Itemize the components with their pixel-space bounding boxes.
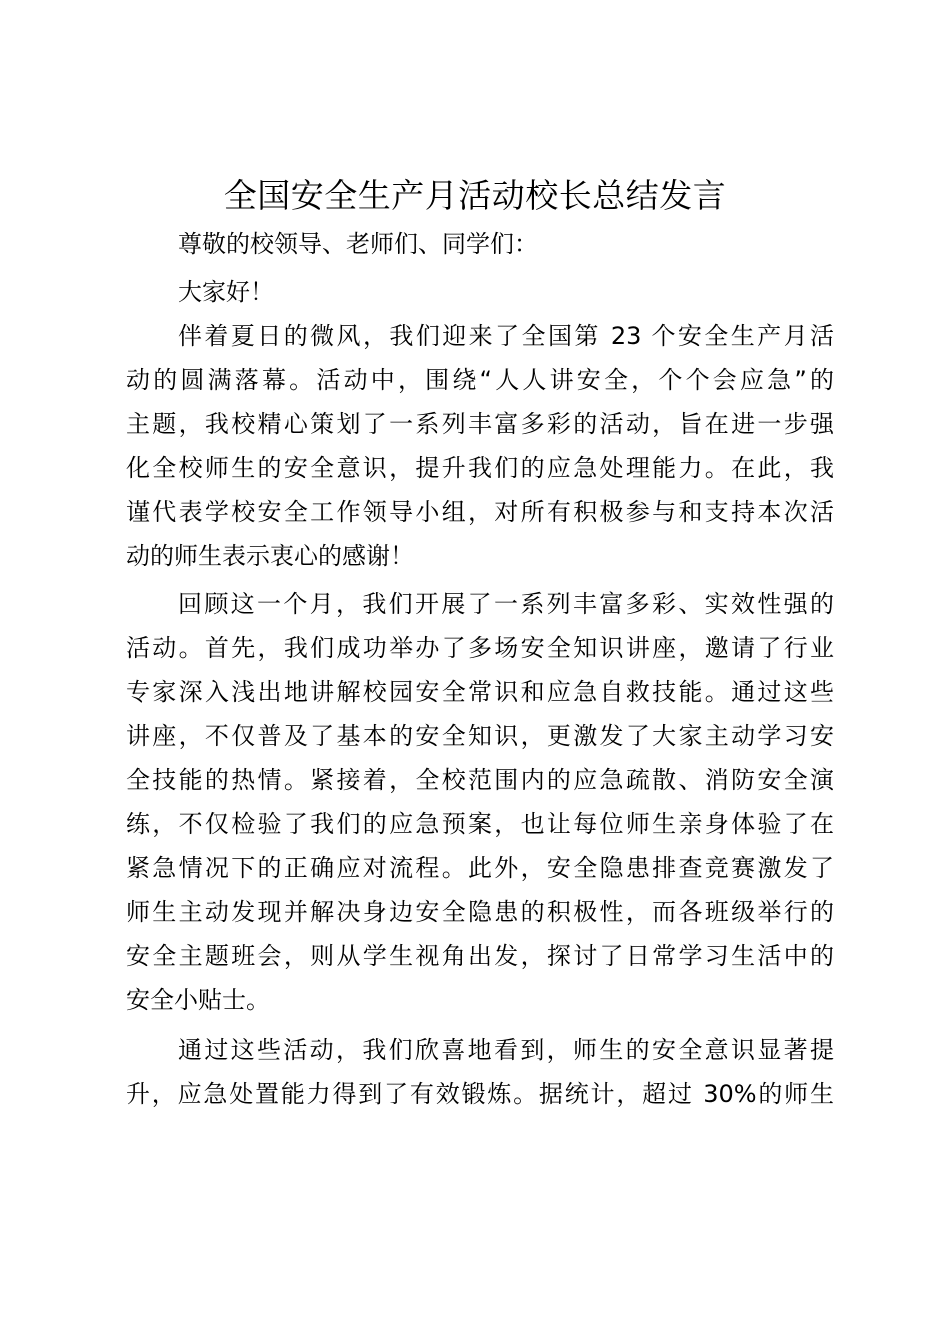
- paragraph2-line: 安全小贴士。: [126, 986, 270, 1014]
- greeting: 大家好！: [178, 278, 274, 306]
- paragraph2-line: 专家深入浅出地讲解校园安全常识和应急自救技能。通过这些: [126, 678, 834, 706]
- paragraph2-line: 练，不仅检验了我们的应急预案，也让每位师生亲身体验了在: [126, 810, 834, 838]
- salutation: 尊敬的校领导、老师们、同学们：: [178, 230, 538, 258]
- paragraph2-line: 回顾这一个月，我们开展了一系列丰富多彩、实效性强的: [178, 590, 834, 618]
- paragraph2-line: 活动。首先，我们成功举办了多场安全知识讲座，邀请了行业: [126, 634, 834, 662]
- paragraph1-line: 动的师生表示衷心的感谢！: [126, 542, 414, 570]
- paragraph2-line: 紧急情况下的正确应对流程。此外，安全隐患排查竞赛激发了: [126, 854, 834, 882]
- paragraph2-line: 师生主动发现并解决身边安全隐患的积极性，而各班级举行的: [126, 898, 834, 926]
- paragraph3-line: 升，应急处置能力得到了有效锻炼。据统计，超过 30%的师生: [126, 1080, 834, 1108]
- document-title: 全国安全生产月活动校长总结发言: [223, 176, 727, 215]
- paragraph2-line: 讲座，不仅普及了基本的安全知识，更激发了大家主动学习安: [126, 722, 834, 750]
- paragraph1-line: 动的圆满落幕。活动中，围绕“人人讲安全，个个会应急”的: [126, 366, 834, 394]
- paragraph1-line: 伴着夏日的微风，我们迎来了全国第 23 个安全生产月活: [178, 322, 834, 350]
- paragraph1-line: 主题，我校精心策划了一系列丰富多彩的活动，旨在进一步强: [126, 410, 834, 438]
- paragraph1-line: 化全校师生的安全意识，提升我们的应急处理能力。在此，我: [126, 454, 834, 482]
- paragraph1-line: 谨代表学校安全工作领导小组，对所有积极参与和支持本次活: [126, 498, 834, 526]
- paragraph2-line: 安全主题班会，则从学生视角出发，探讨了日常学习生活中的: [126, 942, 834, 970]
- paragraph3-line: 通过这些活动，我们欣喜地看到，师生的安全意识显著提: [178, 1036, 834, 1064]
- paragraph2-line: 全技能的热情。紧接着，全校范围内的应急疏散、消防安全演: [126, 766, 834, 794]
